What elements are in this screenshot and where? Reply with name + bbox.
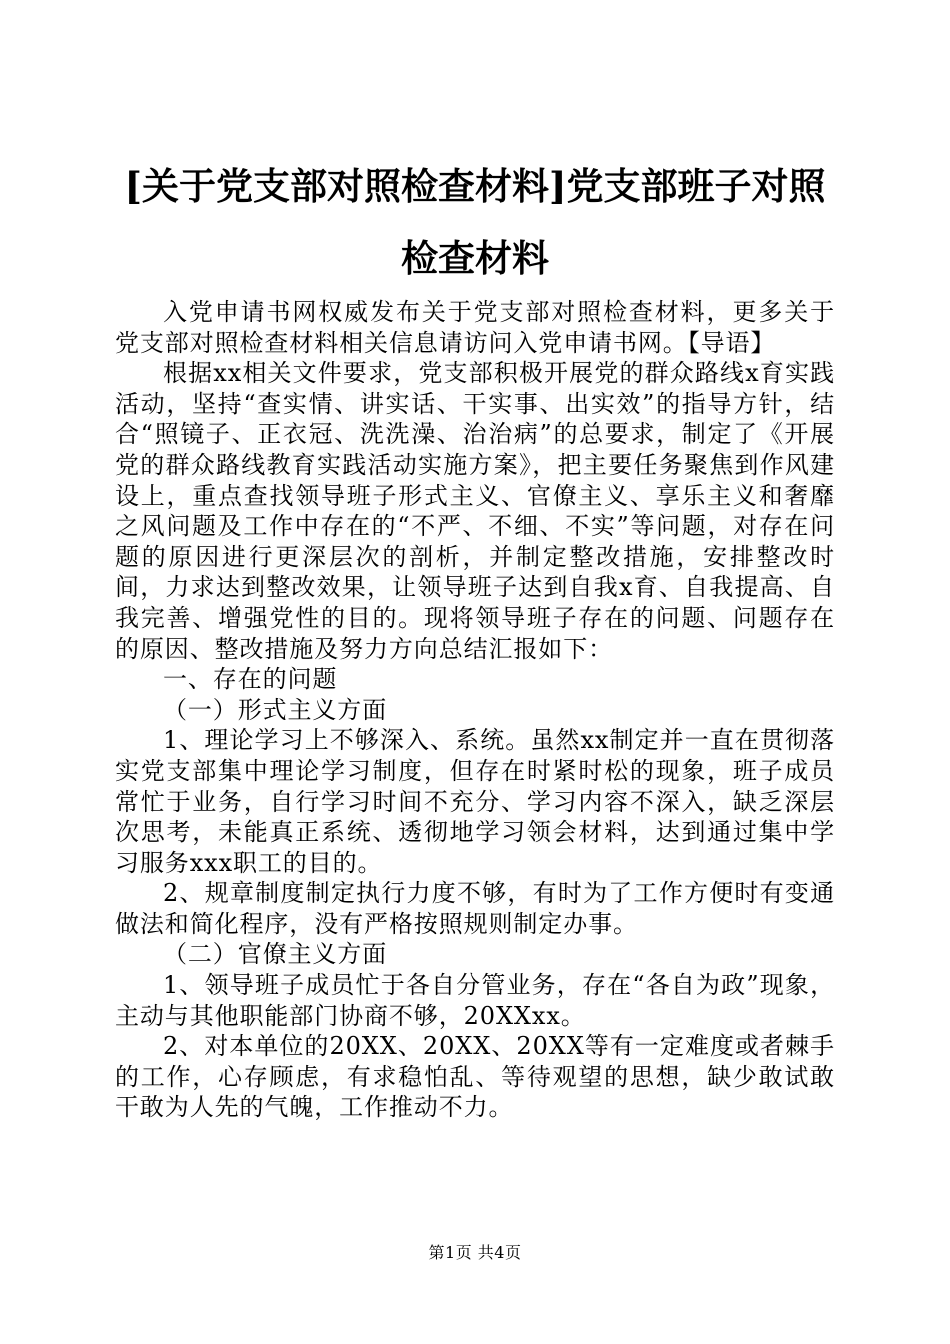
problem-paragraph: 2、规章制度制定执行力度不够，有时为了工作方便时有变通做法和简化程序，没有严格按照规则制定办事。 <box>115 879 835 938</box>
subsection-heading: （一）形式主义方面 <box>163 695 388 724</box>
background-paragraph: 根据xx相关文件要求，党支部积极开展党的群众路线x育实践活动，坚持“查实情、讲实话、干实事、出实效”的指导方针，结合“照镜子、正衣冠、洗洗澡、治治病”的总要求，制定了《开展党的群众路线教育实践活动实施方案》，把主要任务聚焦到作风建设上，重点查找领导班子形式主义、官僚主义、享乐主义和奢靡之风问题及工作中存在的“不严、不细、不实”等问题，对存在问题的原因进行更深层次的剖析，并制定整改措施，安排整改时间，力求达到整改效果，让领导班子达到自我x育、自我提高、自我完善、增强党性的目的。现将领导班子存在的问题、问题存在的原因、整改措施及努力方向总结汇报如下： <box>115 359 835 663</box>
document-body <box>115 297 835 1123</box>
problem-paragraph: 1、理论学习上不够深入、系统。虽然xx制定并一直在贯彻落实党支部集中理论学习制度，但存在时紧时松的现象，班子成员常忙于业务，自行学习时间不充分、学习内容不深入，缺乏深层次思考，未能真正系统、透彻地学习领会材料，达到通过集中学习服务xxx职工的目的。 <box>115 726 835 877</box>
section-heading: 一、存在的问题 <box>163 665 338 694</box>
subsection-heading: （二）官僚主义方面 <box>163 940 388 969</box>
intro-paragraph: 入党申请书网权威发布关于党支部对照检查材料，更多关于党支部对照检查材料相关信息请访问入党申请书网。【导语】 <box>115 298 835 357</box>
document-title: [关于党支部对照检查材料]党支部班子对照检查材料 <box>124 164 826 280</box>
problem-paragraph: 2、对本单位的20XX、20XX、20XX等有一定难度或者棘手的工作，心存顾虑，有求稳怕乱、等待观望的思想，缺少敢试敢干敢为人先的气魄，工作推动不力。 <box>115 1032 835 1122</box>
page-footer: 第1页 共4页 <box>428 1243 522 1262</box>
problem-paragraph: 1、领导班子成员忙于各自分管业务，存在“各自为政”现象，主动与其他职能部门协商不够，20XXxx。 <box>115 971 835 1030</box>
